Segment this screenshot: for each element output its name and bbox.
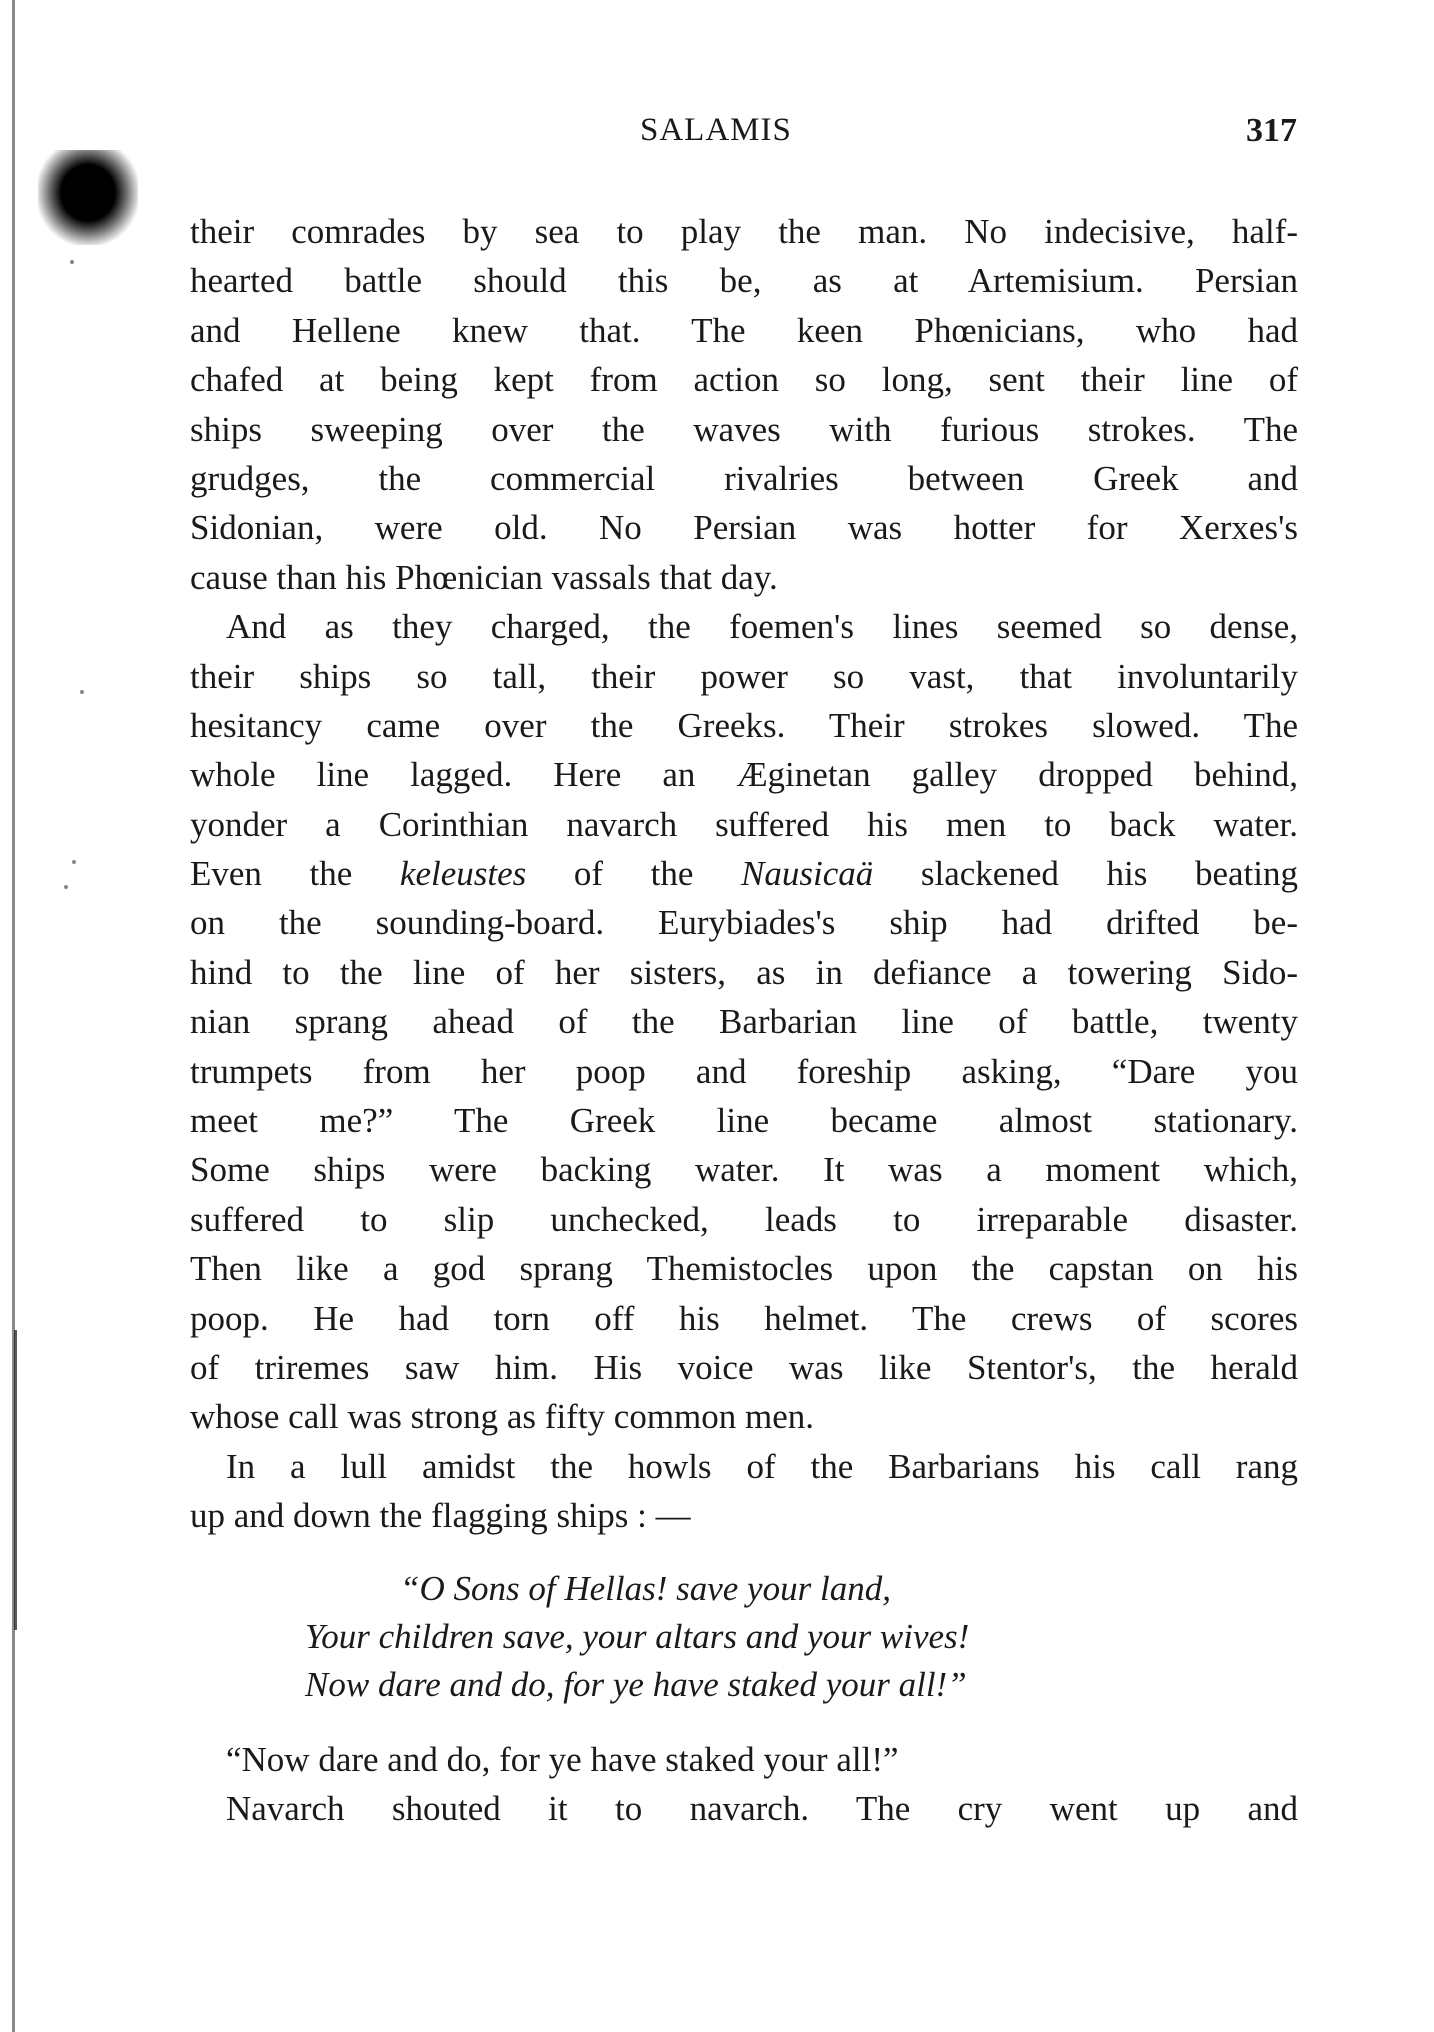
text-line: In a lull amidst the howls of the Barbarians his call rang [226, 1446, 1298, 1486]
speck [72, 860, 76, 864]
text-line: suffered to slip unchecked, leads to irreparable disaster. [190, 1199, 1298, 1239]
text-line: Then like a god sprang Themistocles upon the capstan on his [190, 1249, 1298, 1289]
binding-edge [12, 0, 15, 2032]
page-number: 317 [1246, 112, 1297, 149]
verse-line: Now dare and do, for ye have staked your all!” [305, 1665, 967, 1704]
text-line: poop. He had torn off his helmet. The crews of scores [190, 1298, 1298, 1338]
text-line: hind to the line of her sisters, as in defiance a towering Sido- [190, 952, 1298, 992]
text-line: yonder a Corinthian navarch suffered his men to back water. [190, 804, 1298, 844]
italic-term-keleustes: keleustes [399, 854, 527, 894]
text-line: trumpets from her poop and foreship asking, “Dare you [190, 1051, 1298, 1091]
speck [80, 690, 84, 694]
text-line: Sidonian, were old. No Persian was hotter for Xerxes's [190, 508, 1298, 548]
text-line: Navarch shouted it to navarch. The cry went up and [226, 1789, 1298, 1829]
ink-blot [38, 150, 138, 245]
text-line: cause than his Phœnician vassals that day. [190, 557, 778, 597]
text-line: ships sweeping over the waves with furious strokes. The [190, 409, 1298, 449]
body-text [190, 207, 1298, 1541]
text-fragment: of the [526, 854, 742, 894]
text-line: hesitancy came over the Greeks. Their strokes slowed. The [190, 705, 1298, 745]
text-line: their ships so tall, their power so vast, that involuntarily [190, 656, 1298, 696]
text-line: whose call was strong as fifty common men. [190, 1397, 815, 1437]
italic-ship-name: Nausicaä [741, 854, 874, 894]
text-line: chafed at being kept from action so long, sent their line of [190, 360, 1298, 400]
running-title: SALAMIS [640, 112, 792, 148]
verse-line: “O Sons of Hellas! save your land, [400, 1569, 891, 1608]
text-line: on the sounding-board. Eurybiades's ship had drifted be- [190, 903, 1298, 943]
text-line: up and down the flagging ships : — [190, 1496, 691, 1536]
verse-quotation [0, 1565, 1434, 1709]
text-line: Some ships were backing water. It was a moment which, [190, 1150, 1298, 1190]
speck [64, 885, 68, 889]
text-line: their comrades by sea to play the man. No indecisive, half- [190, 212, 1298, 251]
text-fragment: slackened his beating [873, 854, 1298, 894]
text-line: nian sprang ahead of the Barbarian line of battle, twenty [190, 1002, 1298, 1042]
text-line: of triremes saw him. His voice was like Stentor's, the herald [190, 1347, 1298, 1387]
text-line-with-italics [190, 849, 1298, 898]
closing-text [190, 1735, 1298, 1834]
text-line: And as they charged, the foemen's lines seemed so dense, [226, 607, 1298, 647]
text-line: whole line lagged. Here an Æginetan galley dropped behind, [190, 755, 1298, 795]
text-fragment: Even the [190, 854, 400, 894]
text-line: and Hellene knew that. The keen Phœnicians, who had [190, 310, 1298, 350]
running-header [0, 112, 1434, 162]
text-line: hearted battle should this be, as at Artemisium. Persian [190, 261, 1298, 301]
speck [70, 260, 74, 264]
text-line: meet me?” The Greek line became almost stationary. [190, 1101, 1298, 1141]
text-line: grudges, the commercial rivalries between Greek and [190, 458, 1298, 498]
verse-line: Your children save, your altars and your wives! [305, 1617, 970, 1656]
text-line: “Now dare and do, for ye have staked your all!” [226, 1740, 899, 1779]
